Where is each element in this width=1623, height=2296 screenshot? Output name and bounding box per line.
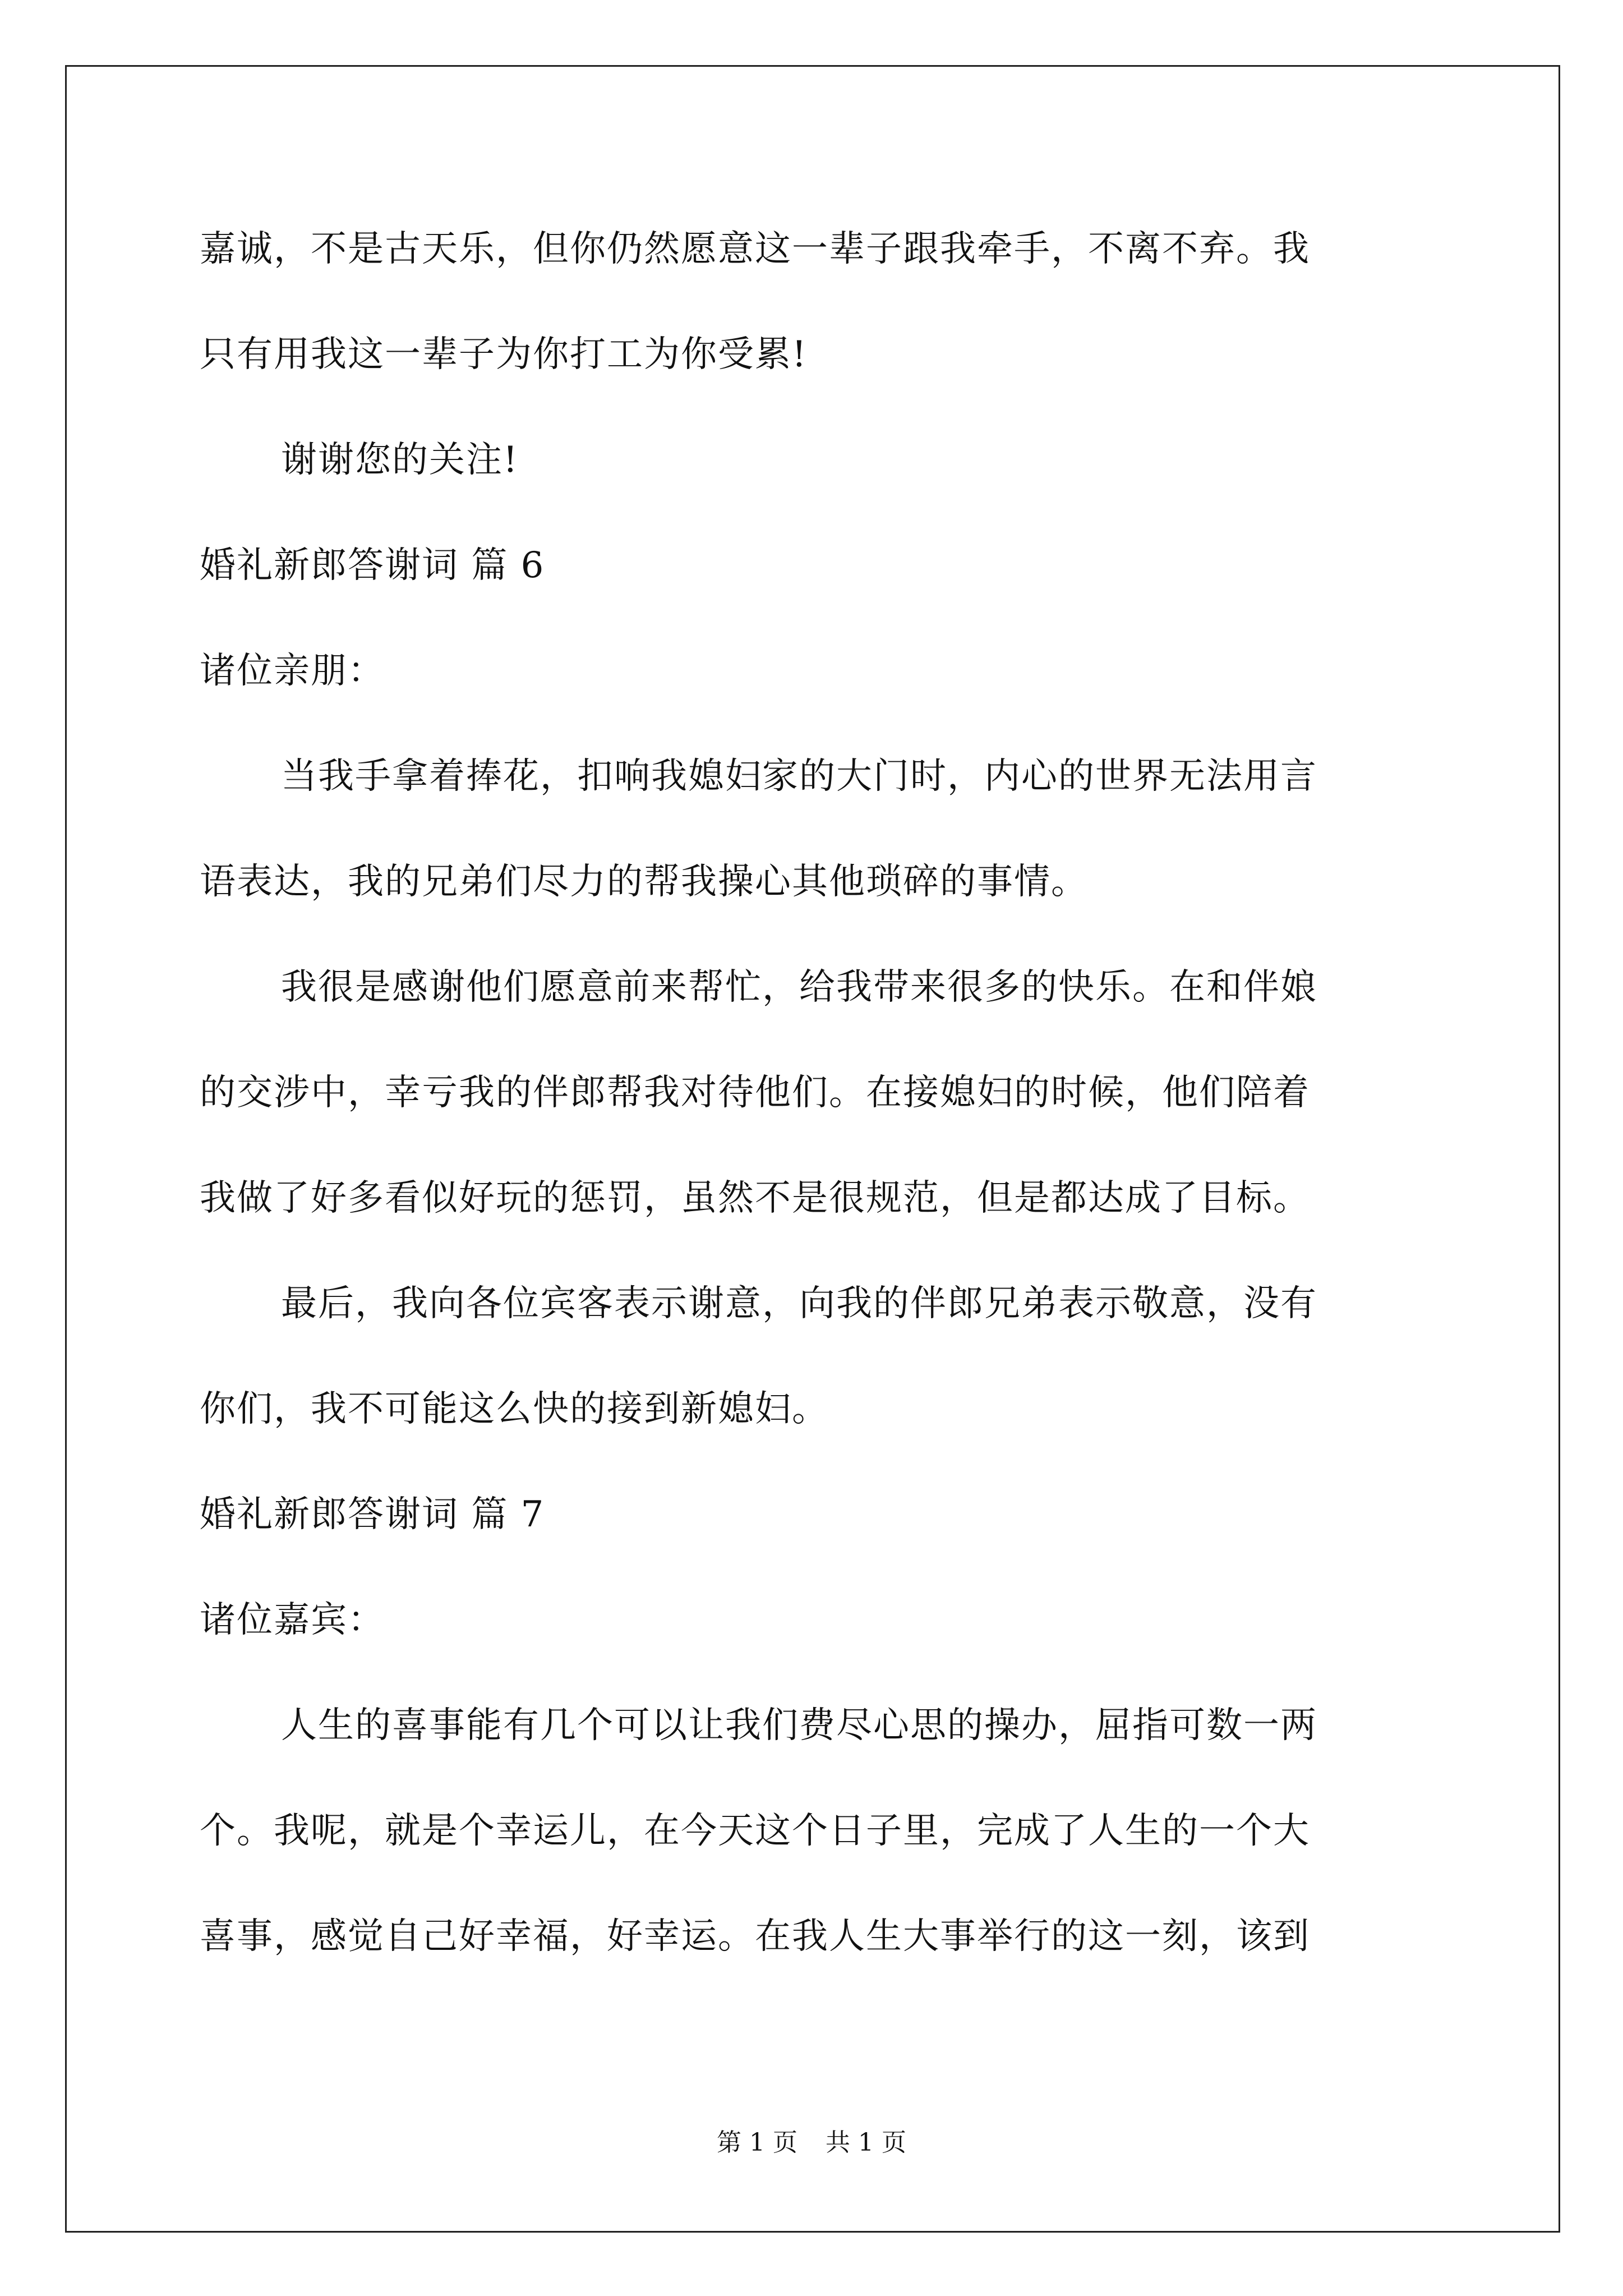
text-line: 语表达，我的兄弟们尽力的帮我操心其他琐碎的事情。 <box>200 861 1088 903</box>
page-total: 共 1 页 <box>826 2128 906 2157</box>
salutation: 诸位亲朋： <box>200 650 385 692</box>
text-line: 的交涉中，幸亏我的伴郎帮我对待他们。在接媳妇的时候，他们陪着 <box>200 1072 1310 1114</box>
text-line: 只有用我这一辈子为你打工为你受累! <box>200 334 808 375</box>
text-line: 谢谢您的关注! <box>281 439 519 481</box>
section-heading: 婚礼新郎答谢词 篇 7 <box>200 1494 545 1535</box>
text-line: 我很是感谢他们愿意前来帮忙，给我带来很多的快乐。在和伴娘 <box>281 967 1317 1008</box>
text-line: 个。我呢，就是个幸运儿，在今天这个日子里，完成了人生的一个大 <box>200 1810 1310 1852</box>
text-line: 喜事，感觉自己好幸福，好幸运。在我人生大事举行的这一刻，该到 <box>200 1916 1310 1957</box>
text-line: 人生的喜事能有几个可以让我们费尽心思的操办，屈指可数一两 <box>281 1705 1317 1746</box>
text-line: 你们，我不可能这么快的接到新媳妇。 <box>200 1388 829 1430</box>
text-line: 当我手拿着捧花，扣响我媳妇家的大门时，内心的世界无法用言 <box>281 756 1317 797</box>
document-body <box>200 213 1433 2006</box>
text-line: 嘉诚，不是古天乐，但你仍然愿意这一辈子跟我牵手，不离不弃。我 <box>200 228 1310 270</box>
text-line: 最后，我向各位宾客表示谢意，向我的伴郎兄弟表示敬意，没有 <box>281 1283 1317 1324</box>
text-line: 我做了好多看似好玩的惩罚，虽然不是很规范，但是都达成了目标。 <box>200 1177 1310 1219</box>
page-footer <box>0 2126 1623 2160</box>
section-heading: 婚礼新郎答谢词 篇 6 <box>200 545 545 586</box>
page-number: 第 1 页 <box>717 2128 797 2157</box>
salutation: 诸位嘉宾： <box>200 1599 385 1641</box>
